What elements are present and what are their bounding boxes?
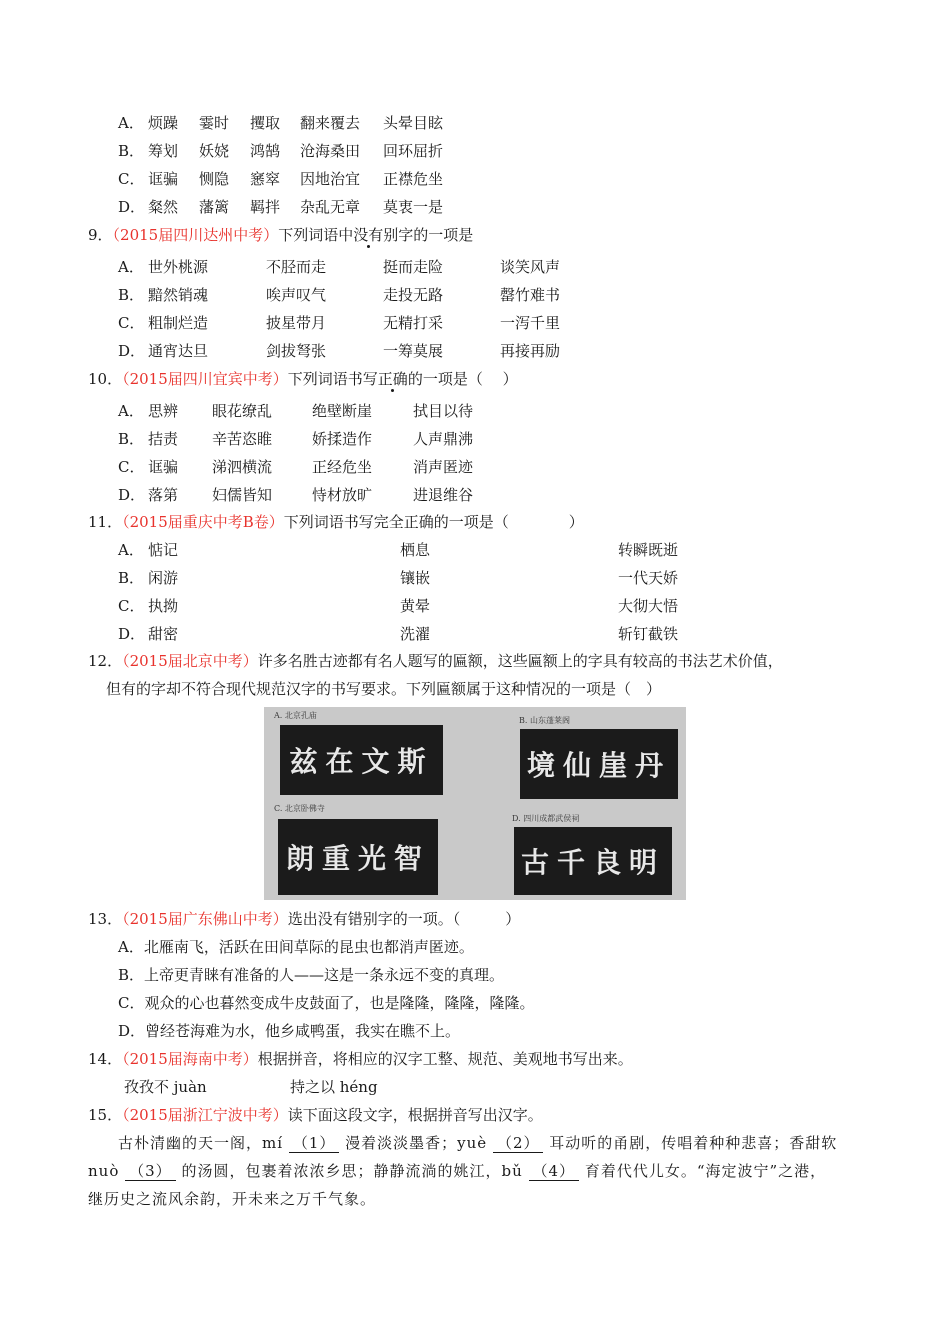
option-text: 北雁南飞，活跃在田间草际的昆虫也都消声匿迹。 (143, 938, 474, 956)
option-word: 羁拌 (250, 198, 281, 216)
option-label: A． (118, 541, 144, 559)
plaque-text: 明良千古 (520, 846, 665, 879)
option-word: 筹划 (148, 142, 179, 160)
option-word: 藩篱 (199, 198, 230, 216)
option-word: 娇揉造作 (312, 430, 373, 448)
option-word: 一代天娇 (618, 569, 679, 587)
blank-3: （3） (125, 1162, 176, 1181)
option-word: 剑拔弩张 (266, 342, 327, 360)
option-text: 上帝更青睐有准备的人——这是一条永远不变的真理。 (144, 966, 505, 984)
plaque-text: 丹崖仙境 (526, 749, 671, 782)
option-label: C． (118, 597, 145, 615)
option-word: 消声匿迹 (413, 458, 474, 476)
q13-option-a (118, 937, 474, 957)
option-word: 世外桃源 (148, 258, 209, 276)
question-text: 别字的一项是 (383, 226, 474, 244)
q8-option-a (118, 113, 444, 133)
blank-2: （2） (493, 1134, 544, 1153)
option-word: 杂乱无章 (300, 198, 361, 216)
q9-option-c (118, 313, 561, 333)
plaque-d (514, 827, 672, 895)
option-word: 一泻千里 (500, 314, 561, 332)
q14-items (124, 1077, 378, 1097)
passage-text: 继历史之流风余韵，开未来之万千气象。 (88, 1190, 377, 1208)
option-word: 走投无路 (383, 286, 444, 304)
option-word: 莫衷一是 (383, 198, 444, 216)
option-word: 罄竹难书 (500, 286, 561, 304)
question-text: 但有的字却不符合现代规范汉字的书写要求。下列匾额属于这种情况的一项是（ ） (106, 680, 662, 698)
q12-stem-cont (106, 679, 661, 699)
q15-passage-line-1 (118, 1133, 837, 1153)
q8-option-b (118, 141, 444, 161)
q10-option-c (118, 457, 474, 477)
question-number: 13． (88, 910, 123, 928)
option-word: 诓骗 (148, 170, 179, 188)
emphasis-dots (378, 370, 408, 388)
question-number: 15． (88, 1106, 123, 1124)
question-number: 11． (88, 513, 123, 531)
passage-text: nuò (88, 1162, 120, 1180)
option-word: 通宵达旦 (148, 342, 209, 360)
option-word: 闲游 (148, 569, 179, 587)
q9-option-a (118, 257, 561, 277)
option-label: B． (118, 966, 145, 984)
option-word: 恻隐 (199, 170, 230, 188)
q15-stem (88, 1105, 543, 1125)
option-label: D． (118, 486, 146, 504)
q9-stem (88, 225, 473, 245)
option-word: 恃材放旷 (312, 486, 373, 504)
option-word: 眼花缭乱 (212, 402, 273, 420)
option-word: 转瞬既逝 (618, 541, 679, 559)
question-text: 下列词语书写 (287, 370, 378, 388)
plaque-label-b: B. 山东蓬莱阁 (519, 716, 570, 725)
question-number: 14． (88, 1050, 123, 1068)
option-word: 甜密 (148, 625, 179, 643)
emphasized-text: 没有 (353, 226, 384, 244)
option-word: 黯然销魂 (148, 286, 209, 304)
option-word: 诓骗 (148, 458, 179, 476)
option-word: 大彻大悟 (618, 597, 679, 615)
question-text: 下列词语书写完全正确的一项是（ ） (283, 513, 584, 531)
option-word: 黄晕 (400, 597, 431, 615)
option-word: 涕泗横流 (212, 458, 273, 476)
option-word: 攫取 (250, 114, 281, 132)
q9-option-d (118, 341, 561, 361)
option-word: 挺而走险 (383, 258, 444, 276)
option-label: D． (118, 342, 146, 360)
blank-4: （4） (529, 1162, 580, 1181)
q14-stem (88, 1049, 633, 1069)
option-label: D． (118, 625, 146, 643)
q15-passage-line-3 (88, 1189, 376, 1209)
option-word: 烦躁 (148, 114, 179, 132)
passage-text: 耳动听的甬剧，传唱着种种悲喜；香甜软 (549, 1134, 838, 1152)
q13-option-c (118, 993, 535, 1013)
option-label: A． (118, 402, 144, 420)
option-word: 拮责 (148, 430, 179, 448)
emphasized-text: 正确 (377, 370, 408, 388)
option-label: B． (118, 286, 145, 304)
option-word: 粗制烂造 (148, 314, 209, 332)
q11-option-b (118, 568, 679, 588)
option-word: 辛苦恣睢 (212, 430, 273, 448)
option-label: C． (118, 314, 145, 332)
option-label: A． (118, 258, 144, 276)
option-word: 惦记 (148, 541, 179, 559)
question-text: 下列词语中 (278, 226, 354, 244)
option-word: 执拗 (148, 597, 179, 615)
q13-stem (88, 909, 520, 929)
q12-stem (88, 651, 783, 671)
question-source: （2015届重庆中考B卷） (122, 513, 284, 531)
question-source: （2015届四川达州中考） (112, 226, 279, 244)
plaque-text: 智光重朗 (285, 842, 430, 875)
question-text: 读下面这段文字，根据拼音写出汉字。 (287, 1106, 543, 1124)
q10-option-d (118, 485, 474, 505)
option-word: 头晕目眩 (383, 114, 444, 132)
option-label: A． (118, 114, 144, 132)
question-number: 10． (88, 370, 123, 388)
option-word: 进退维谷 (413, 486, 474, 504)
option-word: 落第 (148, 486, 179, 504)
question-text: 选出没有错别字的一项。（ ） (287, 910, 521, 928)
option-label: C． (118, 994, 145, 1012)
option-word: 无精打采 (383, 314, 444, 332)
option-word: 思辨 (148, 402, 179, 420)
q10-stem (88, 369, 518, 389)
option-label: D． (118, 198, 146, 216)
pinyin-item: 持之以 héng (290, 1078, 378, 1096)
option-word: 拭目以待 (413, 402, 474, 420)
plaque-label-d: D. 四川成都武侯祠 (512, 814, 580, 823)
passage-text: 育着代代儿女。“海定波宁”之港， (584, 1162, 827, 1180)
option-word: 镶嵌 (400, 569, 431, 587)
question-number: 12． (88, 652, 123, 670)
option-label: D． (118, 1022, 146, 1040)
question-source: （2015届海南中考） (122, 1050, 258, 1068)
option-word: 妇儒皆知 (212, 486, 273, 504)
q11-option-c (118, 596, 679, 616)
option-word: 霎时 (199, 114, 230, 132)
option-word: 栖息 (400, 541, 431, 559)
emphasis-dots (353, 226, 383, 244)
question-source: （2015届北京中考） (122, 652, 258, 670)
question-source: （2015届广东佛山中考） (122, 910, 288, 928)
option-word: 再接再励 (500, 342, 561, 360)
q8-option-d (118, 197, 444, 217)
option-text: 曾经苍海难为水，他乡咸鸭蛋，我实在瞧不上。 (145, 1022, 461, 1040)
q13-option-b (118, 965, 504, 985)
plaque-b (520, 729, 678, 799)
option-word: 唉声叹气 (266, 286, 327, 304)
plaque-photo (264, 707, 686, 900)
option-label: C． (118, 170, 145, 188)
option-word: 窸窣 (250, 170, 281, 188)
passage-text: 古朴清幽的天一阁，mí (118, 1134, 284, 1152)
option-label: B． (118, 430, 145, 448)
option-word: 正襟危坐 (383, 170, 444, 188)
blank-1: （1） (289, 1134, 340, 1153)
option-label: C． (118, 458, 145, 476)
plaque-text: 斯文在兹 (289, 745, 434, 778)
question-text: 的一项是（ ） (407, 370, 518, 388)
option-word: 一筹莫展 (383, 342, 444, 360)
q10-option-a (118, 401, 474, 421)
option-word: 不胫而走 (266, 258, 327, 276)
passage-text: 的汤圆，包裹着浓浓乡思；静静流淌的姚江，bǔ (181, 1162, 523, 1180)
plaque-label-c: C. 北京卧佛寺 (274, 804, 325, 813)
option-word: 鸿鹄 (250, 142, 281, 160)
option-word: 翻来覆去 (300, 114, 361, 132)
q8-option-c (118, 169, 444, 189)
option-word: 妖娆 (199, 142, 230, 160)
q15-passage-line-2 (88, 1161, 826, 1181)
question-source: （2015届浙江宁波中考） (122, 1106, 288, 1124)
q11-option-d (118, 624, 679, 644)
option-word: 因地治宜 (300, 170, 361, 188)
question-text: 根据拼音，将相应的汉字工整、规范、美观地书写出来。 (257, 1050, 633, 1068)
option-word: 披星带月 (266, 314, 327, 332)
option-label: B． (118, 142, 145, 160)
option-text: 观众的心也暮然变成牛皮鼓面了，也是隆隆，隆隆，隆隆。 (144, 994, 535, 1012)
q13-option-d (118, 1021, 460, 1041)
option-word: 谈笑风声 (500, 258, 561, 276)
option-word: 洗濯 (400, 625, 431, 643)
q9-option-b (118, 285, 561, 305)
question-text: 许多名胜古迹都有名人题写的匾额，这些匾额上的字具有较高的书法艺术价值， (257, 652, 783, 670)
option-label: B． (118, 569, 145, 587)
plaque-c (278, 819, 438, 895)
plaque-label-a: A. 北京孔庙 (274, 711, 317, 720)
q11-option-a (118, 540, 679, 560)
option-word: 正经危坐 (312, 458, 373, 476)
q11-stem (88, 512, 584, 532)
question-number: 9． (88, 226, 113, 244)
plaque-a (280, 725, 443, 795)
option-label: A． (118, 938, 144, 956)
option-word: 回环屈折 (383, 142, 444, 160)
passage-text: 漫着淡淡墨香；yuè (345, 1134, 488, 1152)
option-word: 斩钉截铁 (618, 625, 679, 643)
question-source: （2015届四川宜宾中考） (122, 370, 288, 388)
option-word: 绝壁断崖 (312, 402, 373, 420)
option-word: 粲然 (148, 198, 179, 216)
q10-option-b (118, 429, 474, 449)
option-word: 人声鼎沸 (413, 430, 474, 448)
option-word: 沧海桑田 (300, 142, 361, 160)
pinyin-item: 孜孜不 juàn (124, 1078, 207, 1096)
